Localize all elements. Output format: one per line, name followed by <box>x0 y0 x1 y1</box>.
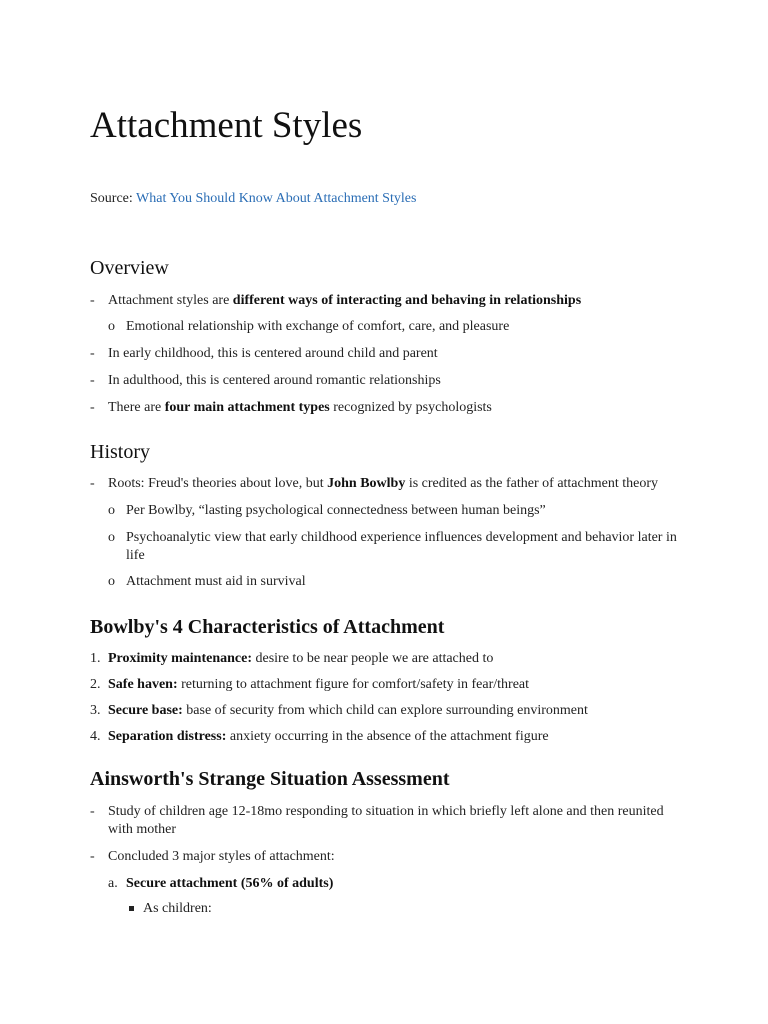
sub-list-item <box>108 573 688 591</box>
list-item <box>90 848 690 866</box>
list-marker: - <box>90 804 95 819</box>
sub-list-item <box>108 875 688 893</box>
sub-list-item <box>108 318 688 336</box>
item-definition: base of security from which child can explore surrounding environment <box>182 703 588 718</box>
bowlby-heading: Bowlby's 4 Characteristics of Attachment <box>90 616 445 638</box>
list-marker: - <box>90 346 95 361</box>
list-marker: - <box>90 293 95 308</box>
list-marker: - <box>90 373 95 388</box>
sub-list-item-text: life <box>126 548 145 563</box>
list-item-bold: John Bowlby <box>327 476 406 491</box>
list-item-text: Attachment styles are <box>108 293 233 308</box>
list-item-text: In adulthood, this is centered around romantic relationships <box>108 373 441 388</box>
number-marker: 2. <box>90 677 101 692</box>
numbered-item <box>90 650 690 668</box>
sub-list-item-text: Per Bowlby, “lasting psychological connectedness between human beings” <box>126 503 546 518</box>
numbered-item <box>90 702 690 720</box>
sub-list-marker: o <box>108 530 115 545</box>
sub-sub-list-item <box>129 900 689 918</box>
ainsworth-heading: Ainsworth's Strange Situation Assessment <box>90 768 450 790</box>
sub-list-item-text: Attachment must aid in survival <box>126 574 306 589</box>
list-item-text: is credited as the father of attachment theory <box>405 476 658 491</box>
item-definition: returning to attachment figure for comfort/safety in fear/threat <box>177 677 530 692</box>
sub-list-item-text: Psychoanalytic view that early childhood experience influences development and behavior later in <box>126 530 677 545</box>
sub-list-marker: o <box>108 319 115 334</box>
source-label: Source: <box>90 191 137 206</box>
number-marker: 3. <box>90 703 101 718</box>
list-item-text: Roots: Freud's theories about love, but <box>108 476 328 491</box>
sub-list-marker: o <box>108 503 115 518</box>
numbered-item <box>90 728 690 746</box>
sub-sub-list-item-text: As children: <box>143 901 212 916</box>
page-title: Attachment Styles <box>90 105 363 146</box>
square-bullet-icon <box>129 906 134 911</box>
sub-list-marker: a. <box>108 876 118 891</box>
item-term: Separation distress: <box>108 729 227 744</box>
list-item-bold: different ways of interacting and behaving in relationships <box>232 293 582 308</box>
number-marker: 4. <box>90 729 101 744</box>
list-item <box>90 803 690 839</box>
history-heading: History <box>90 441 150 463</box>
sub-list-item-bold: Secure attachment (56% of adults) <box>126 876 334 891</box>
list-marker: - <box>90 849 95 864</box>
sub-list-marker: o <box>108 574 115 589</box>
sub-list-item <box>108 502 688 520</box>
list-item-bold: four main attachment types <box>164 400 330 415</box>
list-item <box>90 372 690 390</box>
list-marker: - <box>90 476 95 491</box>
list-item-text: There are <box>108 400 165 415</box>
list-marker: - <box>90 400 95 415</box>
number-marker: 1. <box>90 651 101 666</box>
source-link[interactable]: What You Should Know About Attachment Styles <box>136 191 417 206</box>
list-item <box>90 399 690 417</box>
list-item-text: In early childhood, this is centered around child and parent <box>108 346 438 361</box>
item-definition: desire to be near people we are attached to <box>252 651 494 666</box>
overview-heading: Overview <box>90 257 169 279</box>
list-item <box>90 345 690 363</box>
list-item <box>90 292 690 310</box>
list-item-text: Concluded 3 major styles of attachment: <box>108 849 335 864</box>
sub-list-item <box>108 529 688 565</box>
list-item-text: with mother <box>108 822 177 837</box>
sub-list-item-text: Emotional relationship with exchange of comfort, care, and pleasure <box>126 319 510 334</box>
list-item-text: Study of children age 12-18mo responding to situation in which briefly left alone and then reunited <box>108 804 664 819</box>
source-line <box>90 190 416 208</box>
list-item <box>90 475 690 493</box>
numbered-item <box>90 676 690 694</box>
item-term: Secure base: <box>108 703 183 718</box>
item-definition: anxiety occurring in the absence of the attachment figure <box>226 729 549 744</box>
list-item-text: recognized by psychologists <box>329 400 492 415</box>
item-term: Proximity maintenance: <box>108 651 252 666</box>
item-term: Safe haven: <box>108 677 178 692</box>
